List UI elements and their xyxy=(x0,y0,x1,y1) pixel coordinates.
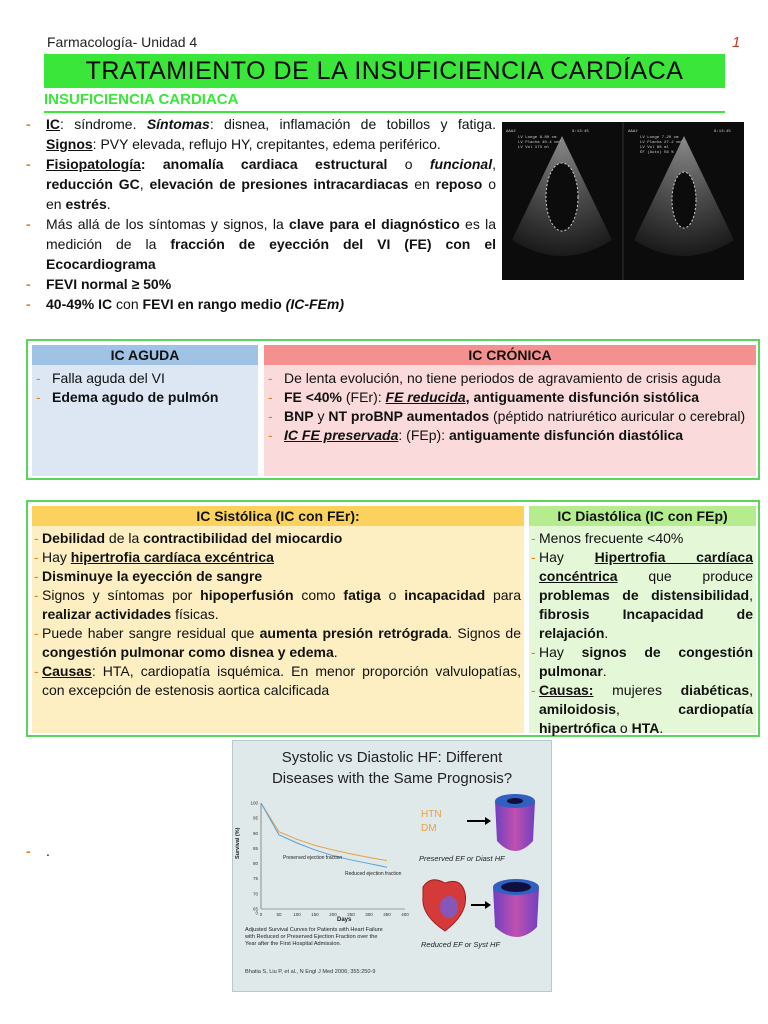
right-ventricle-trace xyxy=(672,172,696,228)
chart-ylabel: Survival (%) xyxy=(235,827,241,859)
table-sistolica-diastolica xyxy=(26,500,760,737)
list-item: - BNP y NT proBNP aumentados (péptido natriurético auricular o cerebral) xyxy=(268,408,746,424)
x-tick-label: 350 xyxy=(383,912,391,917)
figure-title-line2: Diseases with the Same Prognosis? xyxy=(271,770,513,787)
figure-caption-line2: with Reduced or Preserved Ejection Fraction over the xyxy=(245,934,378,940)
intro-item-diagnostico: - Más allá de los síntomas y signos, la clave para el diagnóstico es la medición de la fracción de eyección del VI (FE) con el Ecocardiograma xyxy=(26,216,497,272)
x-tick-label: 100 xyxy=(293,912,301,917)
echocardiogram-image xyxy=(502,122,744,280)
preserved-heart-label: Preserved EF or Diast HF xyxy=(419,854,505,863)
dm-label: DM xyxy=(421,823,437,834)
echo-right-l2: LV Placha 27.2 cm² xyxy=(640,141,684,145)
list-item: - IC FE preservada: (FEp): antiguamente disfunción diastólica xyxy=(268,427,684,443)
eccentric-heart-lumen xyxy=(501,882,531,892)
list-item: - Puede haber sangre residual que aumenta presión retrógrada. Signos de congestión pulmonar como disnea y edema. xyxy=(34,625,521,660)
section-divider xyxy=(44,111,725,113)
list-item: - Signos y síntomas por hipoperfusión como fatiga o incapacidad para realizar actividades físicas. xyxy=(34,587,521,622)
reduced-curve-label: Reduced ejection fraction xyxy=(345,871,402,877)
y-tick-label: 100 xyxy=(250,800,258,806)
x-tick-label: 150 xyxy=(311,912,319,917)
concentric-heart-lumen xyxy=(507,798,523,804)
arrow-bottom-icon xyxy=(485,901,491,909)
echo-left-l3: LV Vol 173 ml xyxy=(518,146,550,150)
figure-caption-line1: Adjusted Survival Curves for Patients with Heart Failure xyxy=(245,927,383,933)
y-tick-label: 85 xyxy=(252,845,258,851)
figure-citation: Bhatia S, Liu P, et al., N Engl J Med 2006; 355:250-9 xyxy=(245,969,376,975)
header-ic-diastolica: IC Diastólica (IC con FEp) xyxy=(529,506,756,526)
y-tick-label: 0 xyxy=(255,910,258,916)
left-ventricle-trace xyxy=(546,163,578,231)
cell-ic-sistolica xyxy=(32,506,524,733)
list-item: - Debilidad de la contractibilidad del miocardio xyxy=(34,530,343,546)
intro-item-ic: - IC: síndrome. Síntomas: disnea, inflamación de tobillos y fatiga. Signos: PVY elevada, reflujo HY, crepitantes, edema periférico. xyxy=(26,116,496,152)
bullet-dash: - xyxy=(26,843,31,859)
echo-left-time: 9:13:45 xyxy=(572,130,589,134)
echo-right-time: 8:13:45 xyxy=(714,130,731,134)
x-tick-label: 250 xyxy=(347,912,355,917)
header-ic-cronica: IC CRÓNICA xyxy=(264,345,756,365)
y-tick-label: 65 xyxy=(252,906,258,912)
title-bar xyxy=(44,54,725,88)
list-item: - Hay signos de congestión pulmonar. xyxy=(531,644,753,679)
preserved-curve-label: Preserved ejection fraction xyxy=(283,855,343,861)
x-tick-label: 300 xyxy=(365,912,373,917)
list-item: - Causas: mujeres diabéticas, amiloidosis, cardiopatía hipertrófica o HTA. xyxy=(531,682,753,736)
figure-title-line1: Systolic vs Diastolic HF: Different xyxy=(281,749,503,766)
x-tick-label: 0 xyxy=(259,912,263,917)
echo-svg xyxy=(502,122,744,280)
figure-systolic-vs-diastolic xyxy=(232,740,552,992)
page-title: TRATAMIENTO DE LA INSUFICIENCIA CARDÍACA xyxy=(85,56,684,85)
y-tick-label: 90 xyxy=(252,830,258,836)
echo-right-l3: LV Vol 88 ml xyxy=(640,146,669,150)
intro-item-fevi: - FEVI normal ≥ 50% xyxy=(26,276,172,292)
list-item: - Edema agudo de pulmón xyxy=(36,389,219,405)
cell-ic-diastolica xyxy=(529,506,756,736)
chart-xlabel: Days xyxy=(337,917,352,923)
echo-right-l4: EF (Auto) 56 % xyxy=(640,151,674,155)
list-item: - Disminuye la eyección de sangre xyxy=(34,568,263,584)
echo-left-l1: LV Longe 8.80 cm xyxy=(518,136,557,140)
table-aguda-cronica xyxy=(26,339,760,480)
header-ic-sistolica: IC Sistólica (IC con FEr): xyxy=(32,506,524,526)
list-item: - Hay hipertrofia cardíaca excéntrica xyxy=(34,549,274,565)
y-tick-label: 95 xyxy=(252,815,258,821)
intro-list xyxy=(26,114,496,314)
intro-item-fem: - 40-49% IC con FEVI en rango medio (IC-FEm) xyxy=(26,296,344,312)
list-item: - Menos frecuente <40% xyxy=(531,530,684,546)
header-subject: Farmacología- Unidad 4 xyxy=(47,34,198,50)
y-tick-label: 75 xyxy=(252,876,258,882)
list-item: - FE <40% (FEr): FE reducida, antiguamente disfunción sistólica xyxy=(268,389,700,405)
list-item: - Hay Hipertrofia cardíaca concéntrica que produce problemas de distensibilidad, fibrosis Incapacidad de relajación. xyxy=(531,549,753,641)
cell-ic-aguda xyxy=(32,345,258,476)
list-item: - De lenta evolución, no tiene periodos de agravamiento de crisis aguda xyxy=(268,370,721,386)
page-number: 1 xyxy=(732,34,741,51)
header-ic-aguda: IC AGUDA xyxy=(32,345,258,365)
x-tick-label: 200 xyxy=(329,912,337,917)
echo-right-title: AAA2 xyxy=(628,130,638,134)
echo-left-title: AAA2 xyxy=(506,130,516,134)
list-item: - Falla aguda del VI xyxy=(36,370,165,386)
x-tick-label: 50 xyxy=(276,912,282,917)
figure-caption-line3: Year after the First Hospital Admission. xyxy=(245,941,342,947)
echo-left-l2: LV Placha 40.4 cm² xyxy=(518,141,562,145)
y-tick-label: 70 xyxy=(252,891,258,897)
echo-right-l1: LV Longe 7.20 cm xyxy=(640,136,679,140)
cell-ic-cronica xyxy=(264,345,756,476)
section-title: INSUFICIENCIA CARDIACA xyxy=(44,91,239,108)
series-line-preserved xyxy=(261,803,387,861)
x-tick-label: 400 xyxy=(401,912,409,917)
intro-item-fisiopatologia: - Fisiopatología: anomalía cardiaca estructural o funcional, reducción GC, elevación de presiones intracardiacas en reposo o en estrés. xyxy=(26,156,496,212)
arrow-top-icon xyxy=(485,817,491,825)
figure-svg xyxy=(233,741,551,991)
htn-label: HTN xyxy=(421,809,442,820)
list-item: - Causas: HTA, cardiopatía isquémica. En menor proporción valvulopatías, con excepción de estenosis aortica calcificada xyxy=(34,663,521,698)
reduced-heart-label: Reduced EF or Syst HF xyxy=(421,940,501,949)
trailing-bullet-text: . xyxy=(46,843,50,859)
infarct-area xyxy=(440,896,458,918)
y-tick-label: 80 xyxy=(252,861,258,867)
